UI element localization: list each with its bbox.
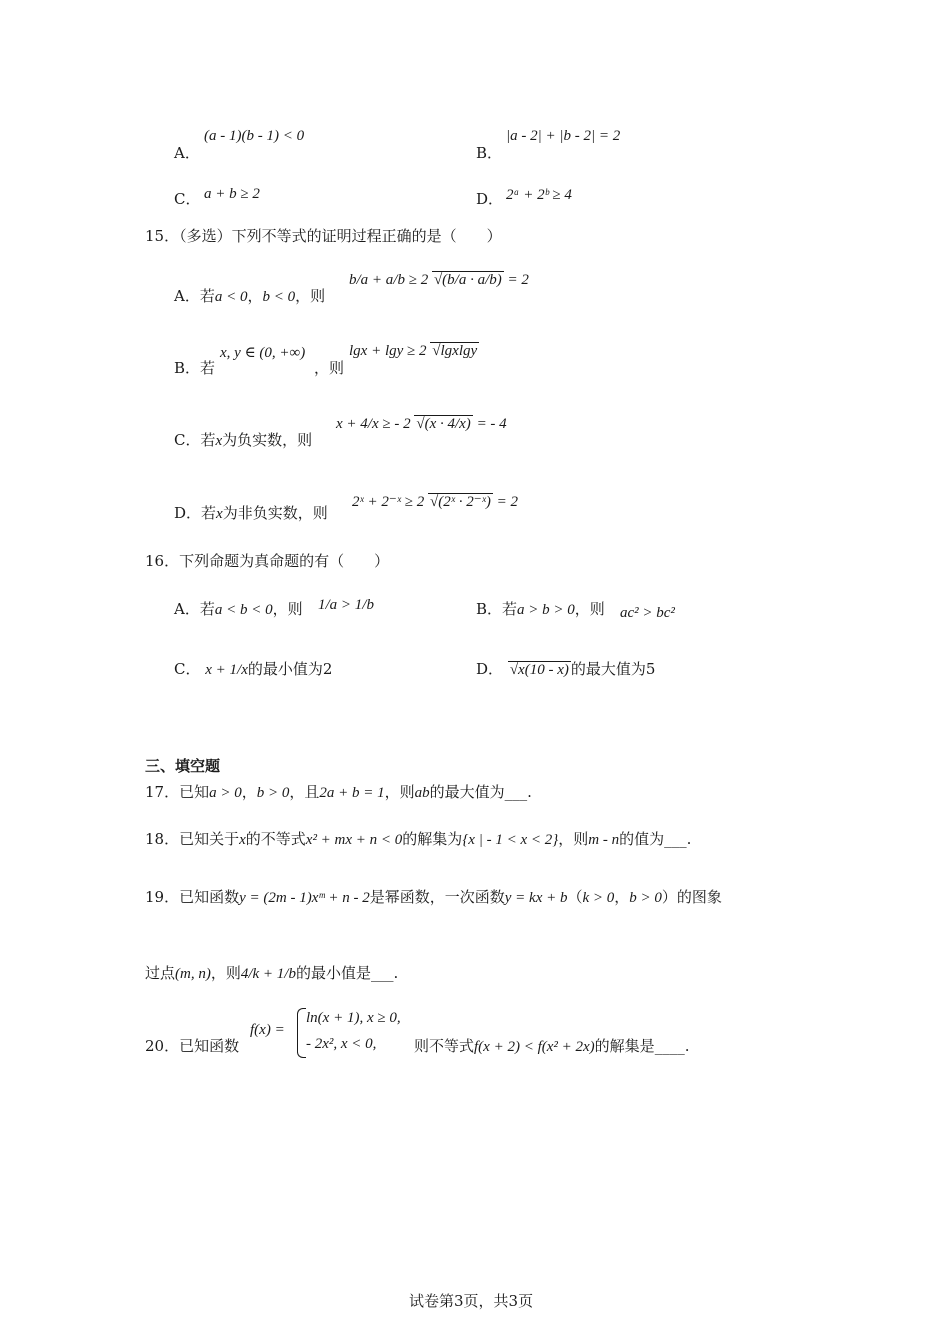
q19-line2-prefix: 过点	[145, 964, 176, 982]
q18	[145, 828, 691, 849]
q14-option-d-label: D．	[476, 190, 504, 208]
q20-sep-2: 的解集是	[594, 1037, 655, 1055]
q15-option-c-math-1: x + 4/x ≥ - 2	[336, 416, 411, 432]
page-footer: 试卷第3页，共3页	[409, 1292, 534, 1310]
q18-sep-2: 的解集为	[402, 830, 463, 848]
q19-math-3: k > 0	[582, 890, 615, 906]
q19-line-2	[145, 962, 398, 983]
q15-option-a-math-3: = 2	[507, 272, 529, 288]
q15-option-b-then: ，则	[314, 359, 345, 377]
q14-option-b-label: B．	[476, 144, 503, 162]
q18-math-3: {x | - 1 < x < 2}	[462, 832, 559, 848]
q15-option-d-prefix: 若	[201, 504, 217, 522]
q14-option-b-math: |a - 2| + |b - 2| = 2	[506, 128, 621, 144]
q18-math-4: m - n	[588, 832, 620, 848]
q18-num: 18．已知关于	[145, 830, 240, 848]
q17-math-4: ab	[414, 785, 430, 801]
q20-blank[interactable]: ____	[654, 1037, 685, 1055]
q19-blank[interactable]: ___	[371, 964, 394, 982]
q15-stem: 15．（多选）下列不等式的证明过程正确的是（ ）	[145, 227, 502, 245]
q20-case-1: ln(x + 1), x ≥ 0,	[306, 1010, 401, 1026]
q17	[145, 781, 532, 802]
q15-option-d-math	[352, 492, 518, 511]
q15-option-b-cond: x, y ∈ (0, +∞)	[220, 345, 306, 361]
q19-num: 19．已知函数	[145, 888, 240, 906]
q16-option-d-label: D．	[476, 660, 504, 678]
q15-option-a-cond2: b < 0	[262, 289, 296, 305]
q14-option-c-label: C．	[174, 190, 201, 208]
q19-math-1: y = (2m - 1)xᵐ + n - 2	[239, 890, 370, 906]
q18-math-2: x² + mx + n < 0	[305, 832, 403, 848]
q16-option-b-label: B．	[476, 600, 503, 618]
q17-sep-4: 的最大值为	[429, 783, 505, 801]
q16-option-d-math: √x(10 - x)	[509, 662, 569, 678]
q15-option-c-text: 为负实数，则	[222, 431, 313, 449]
q15-option-a-math	[349, 272, 529, 289]
q20-end: .	[684, 1037, 690, 1055]
q16-option-a-then: ，则	[272, 600, 303, 618]
q20-num: 20．已知函数	[145, 1037, 240, 1055]
q15-option-a-sep: ，	[247, 287, 263, 305]
q19-sep-1: 是幂函数，一次函数	[369, 888, 505, 906]
q16-option-c	[174, 658, 332, 679]
q15-option-a-label: A．	[174, 287, 200, 305]
q19-math-6: 4/k + 1/b	[240, 966, 296, 982]
q15-option-c	[174, 429, 312, 450]
q19-sep-3: ，	[614, 888, 630, 906]
q16-option-a	[174, 598, 303, 619]
q19-sep-4: ）的图象	[661, 888, 722, 906]
q15-option-c-label: C．	[174, 431, 201, 449]
q17-end: .	[527, 783, 532, 801]
q18-end: .	[686, 830, 692, 848]
q16-option-b-cond: a > b > 0	[517, 602, 575, 618]
q15-option-c-math-3: = - 4	[476, 416, 507, 432]
q15-option-d	[174, 502, 328, 523]
q16-option-a-prefix: 若	[199, 600, 215, 618]
q17-sep-1: ，	[241, 783, 257, 801]
q15-option-a	[174, 285, 325, 306]
q15-option-a-prefix: 若	[199, 287, 215, 305]
q19-line-1	[145, 886, 722, 907]
q17-blank[interactable]: ___	[504, 783, 528, 801]
q16-option-a-cond: a < b < 0	[214, 602, 273, 618]
q14-option-c-math: a + b ≥ 2	[204, 186, 260, 202]
q15-option-d-label: D．	[174, 504, 202, 522]
q17-sep-3: ，则	[384, 783, 415, 801]
q18-blank[interactable]: ___	[664, 830, 687, 848]
q15-option-c-var: x	[215, 433, 223, 449]
q20-brace	[297, 1008, 306, 1058]
q15-option-d-math-1: 2ˣ + 2⁻ˣ ≥ 2	[352, 494, 425, 510]
q20-math-2: f(x + 2) < f(x² + 2x)	[474, 1039, 595, 1055]
q19-sep-5: ，则	[210, 964, 241, 982]
q16-option-d-text: 的最大值为5	[570, 660, 656, 678]
q20-case-2: - 2x², x < 0,	[306, 1036, 377, 1052]
q15-option-b-math-2: √lgxlgy	[432, 343, 478, 359]
q16-option-b	[476, 598, 605, 619]
q15-option-d-math-3: = 2	[496, 494, 518, 510]
section-title-fill-in: 三、填空题	[145, 757, 221, 775]
q16-option-a-label: A．	[174, 600, 200, 618]
q18-sep-1: 的不等式	[245, 830, 306, 848]
q16-option-b-math: ac² > bc²	[620, 605, 675, 621]
q15-option-b	[174, 357, 215, 378]
q19-sep-6: 的最小值是	[295, 964, 371, 982]
q16-option-c-text: 的最小值为2	[247, 660, 333, 678]
q15-option-a-math-2: √(b/a · a/b)	[433, 272, 502, 288]
q15-option-d-math-2: √(2ˣ · 2⁻ˣ)	[430, 494, 491, 510]
q16-option-c-math: x + 1/x	[205, 662, 248, 678]
q16-option-b-prefix: 若	[502, 600, 518, 618]
q17-math-2: b > 0	[256, 785, 290, 801]
q18-sep-3: ，则	[558, 830, 589, 848]
q19-end: .	[393, 964, 399, 982]
q15-option-a-then: ，则	[295, 287, 326, 305]
q15-option-c-math-2: √(x · 4/x)	[416, 416, 471, 432]
q15-option-b-label: B．	[174, 359, 201, 377]
q18-math-1: x	[239, 832, 246, 848]
q15-option-c-prefix: 若	[200, 431, 216, 449]
q15-option-a-math-1: b/a + a/b ≥ 2	[349, 272, 429, 288]
q17-math-3: 2a + b = 1	[319, 785, 385, 801]
q14-option-a-label: A．	[174, 144, 200, 162]
q17-sep-2: ，且	[289, 783, 320, 801]
q16-option-a-math: 1/a > 1/b	[318, 597, 374, 613]
q14-option-a-math: (a - 1)(b - 1) < 0	[204, 128, 305, 144]
q15-option-d-var: x	[216, 506, 223, 522]
q19-math-2: y = kx + b	[504, 890, 568, 906]
q20-rest	[414, 1035, 689, 1056]
q15-option-a-cond1: a < 0	[214, 289, 248, 305]
q16-option-d	[476, 658, 655, 679]
q17-math-1: a > 0	[209, 785, 242, 801]
q19-math-4: b > 0	[629, 890, 662, 906]
q16-option-c-label: C．	[174, 660, 201, 678]
q18-sep-4: 的值为	[619, 830, 665, 848]
q15-option-b-math-1: lgx + lgy ≥ 2	[349, 343, 427, 359]
q15-option-c-math	[336, 416, 507, 433]
q14-option-d-math: 2ᵃ + 2ᵇ ≥ 4	[506, 187, 572, 203]
q20-math-1: f(x) =	[250, 1022, 285, 1038]
q17-num: 17．已知	[145, 783, 210, 801]
q19-sep-2: （	[567, 888, 583, 906]
q19-math-5: (m, n)	[175, 966, 211, 982]
q16-option-b-then: ，则	[574, 600, 605, 618]
q20-sep-1: 则不等式	[414, 1037, 475, 1055]
q15-option-d-text: 为非负实数，则	[222, 504, 328, 522]
q15-option-b-prefix: 若	[200, 359, 216, 377]
q16-stem: 16．下列命题为真命题的有（ ）	[145, 552, 390, 570]
q15-option-b-math	[349, 343, 479, 360]
